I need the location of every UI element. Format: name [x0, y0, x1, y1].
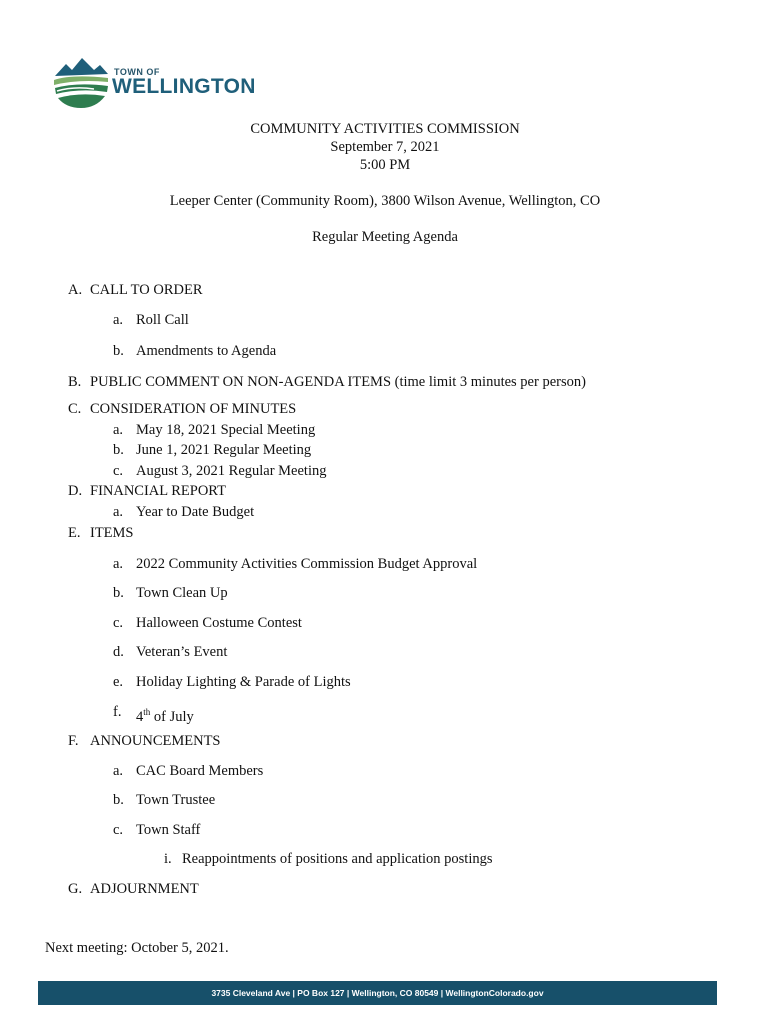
- agenda-item-may-minutes: May 18, 2021 Special Meeting: [136, 422, 316, 438]
- section-marker-g: G.: [68, 881, 83, 897]
- ordinal-suffix: th: [143, 707, 151, 717]
- section-marker-d: D.: [68, 483, 83, 499]
- item-marker: d.: [113, 644, 124, 660]
- item-marker: b.: [113, 585, 124, 601]
- next-meeting-note: Next meeting: October 5, 2021.: [45, 940, 229, 956]
- agenda-item-halloween: Halloween Costume Contest: [136, 615, 302, 631]
- wellington-mountain-icon: [52, 52, 110, 110]
- agenda-item-town-trustee: Town Trustee: [136, 792, 216, 808]
- agenda-subitem-reappointments: Reappointments of positions and application postings: [182, 851, 493, 867]
- item-marker: a.: [113, 763, 124, 779]
- logo-town-name: WELLINGTON: [112, 75, 256, 98]
- item-marker: b.: [113, 792, 124, 808]
- subitem-marker: i.: [164, 851, 172, 867]
- item-marker: e.: [113, 674, 124, 690]
- section-marker-a: A.: [68, 282, 83, 298]
- agenda-item-budget-approval: 2022 Community Activities Commission Budget Approval: [136, 556, 478, 572]
- section-title-adjournment: ADJOURNMENT: [90, 881, 199, 897]
- item-marker: a.: [113, 556, 124, 572]
- meeting-type: Regular Meeting Agenda: [312, 229, 458, 245]
- section-title-public-comment: PUBLIC COMMENT ON NON-AGENDA ITEMS (time limit 3 minutes per person): [90, 374, 586, 390]
- section-title-financial-report: FINANCIAL REPORT: [90, 483, 226, 499]
- agenda-item-town-staff: Town Staff: [136, 822, 201, 838]
- agenda-item-amendments: Amendments to Agenda: [136, 343, 277, 359]
- logo-town-of: TOWN OF: [114, 67, 160, 77]
- section-title-minutes: CONSIDERATION OF MINUTES: [90, 401, 297, 417]
- item-marker: b.: [113, 442, 124, 458]
- agenda-item-veterans: Veteran’s Event: [136, 644, 228, 660]
- ordinal-number: 4: [136, 709, 144, 725]
- agenda-item-budget: Year to Date Budget: [136, 504, 255, 520]
- footer-contact: 3735 Cleveland Ave | PO Box 127 | Wellington, CO 80549 | WellingtonColorado.gov: [211, 988, 544, 998]
- section-marker-e: E.: [68, 525, 81, 541]
- meeting-location: Leeper Center (Community Room), 3800 Wilson Avenue, Wellington, CO: [169, 193, 601, 209]
- section-title-announcements: ANNOUNCEMENTS: [90, 733, 221, 749]
- section-marker-f: F.: [68, 733, 79, 749]
- meeting-date: September 7, 2021: [330, 139, 440, 155]
- section-title-call-to-order: CALL TO ORDER: [90, 282, 203, 298]
- section-title-items: ITEMS: [90, 525, 134, 541]
- agenda-item-board-members: CAC Board Members: [136, 763, 264, 779]
- item-marker: a.: [113, 422, 124, 438]
- section-marker-b: B.: [68, 374, 82, 390]
- item-marker: a.: [113, 504, 124, 520]
- section-marker-c: C.: [68, 401, 82, 417]
- agenda-item-june-minutes: June 1, 2021 Regular Meeting: [136, 442, 312, 458]
- item-marker: c.: [113, 463, 124, 479]
- footer-bar: [38, 981, 717, 1005]
- ordinal-rest: of July: [150, 709, 194, 725]
- agenda-item-roll-call: Roll Call: [136, 312, 189, 328]
- item-marker: b.: [113, 343, 124, 359]
- agenda-item-fourth-of-july: [136, 703, 194, 726]
- agenda-item-holiday-lighting: Holiday Lighting & Parade of Lights: [136, 674, 351, 690]
- agenda-item-august-minutes: August 3, 2021 Regular Meeting: [136, 463, 327, 479]
- commission-title: COMMUNITY ACTIVITIES COMMISSION: [250, 121, 520, 137]
- item-marker: c.: [113, 615, 124, 631]
- town-logo: [52, 52, 272, 112]
- item-marker: c.: [113, 822, 124, 838]
- agenda-item-clean-up: Town Clean Up: [136, 585, 228, 601]
- item-marker: a.: [113, 312, 124, 328]
- item-marker: f.: [113, 704, 122, 720]
- meeting-time: 5:00 PM: [359, 157, 411, 173]
